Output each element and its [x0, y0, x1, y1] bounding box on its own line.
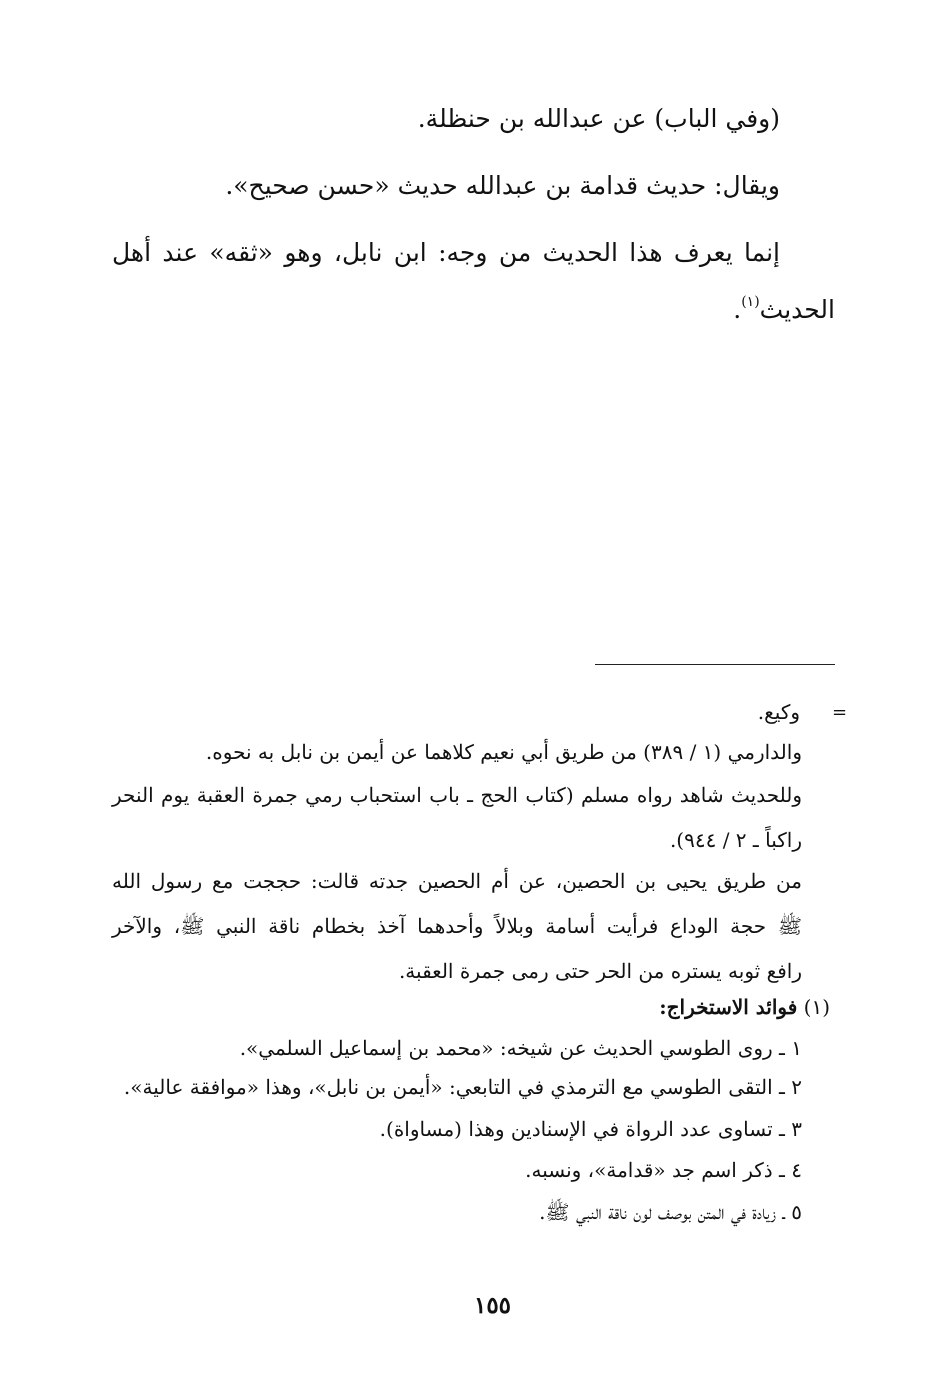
- footnote-separator: [595, 664, 835, 665]
- footnote-paragraph-narration-line-2: ﷺ حجة الوداع فرأيت أسامة وبلالاً وأحدهما آخذ بخطام ناقة النبي ﷺ، والآخر: [112, 914, 802, 938]
- footnote-reference: (١): [741, 294, 760, 310]
- footnote-paragraph-narration-line-1: من طريق يحيى بن الحصين، عن أم الحصين جدته قالت: حججت مع رسول الله: [112, 869, 802, 893]
- footnote-paragraph-shahid: [112, 783, 802, 873]
- benefit-item-3: ٣ ـ تساوى عدد الرواة في الإسنادين وهذا (مساواة).: [379, 1117, 802, 1141]
- page-number: ١٥٥: [473, 1292, 512, 1319]
- benefit-item-5: ٥ ـ زيادة في المتن بوصف لون ناقة النبي ﷺ.: [539, 1200, 802, 1224]
- main-text-paragraph: [112, 238, 835, 350]
- footnote-1-marker: (١): [803, 995, 830, 1019]
- continuation-mark: =: [832, 702, 848, 723]
- main-text-paragraph-line-2: [112, 294, 835, 350]
- footnote-paragraph-narration: [112, 869, 802, 1004]
- footnote-paragraph-narration-line-3: رافع ثوبه يستره من الحر حتى رمى جمرة العقبة.: [398, 959, 802, 983]
- benefit-item-2: ٢ ـ التقى الطوسي مع الترمذي في التابعي: «أيمن بن نابل»، وهذا «موافقة عالية».: [123, 1075, 802, 1099]
- footnote-line-2: والدارمي (١ / ٣٨٩) من طريق أبي نعيم كلاهما عن أيمن بن نابل به نحوه.: [205, 740, 802, 764]
- footnote-paragraph-shahid-line-1: وللحديث شاهد رواه مسلم (كتاب الحج ـ باب استحباب رمي جمرة العقبة يوم النحر: [112, 783, 802, 807]
- footnote-line-1: وكيع.: [757, 700, 800, 724]
- main-text-paragraph-line-1: إنما يعرف هذا الحديث من وجه: ابن نابل، وهو «ثقه» عند أهل: [112, 238, 780, 267]
- main-text-line-2: ويقال: حديث قدامة بن عبدالله حديث «حسن صحيح».: [225, 171, 780, 200]
- benefit-item-1: ١ ـ روى الطوسي الحديث عن شيخه: «محمد بن إسماعيل السلمي».: [239, 1036, 802, 1060]
- benefit-item-4: ٤ ـ ذكر اسم جد «قدامة»، ونسبه.: [525, 1158, 802, 1182]
- main-text-line-1: (وفي الباب) عن عبدالله بن حنظلة.: [417, 104, 780, 133]
- main-text-period: .: [733, 295, 742, 324]
- footnote-1-title: فوائد الاستخراج:: [659, 995, 798, 1019]
- footnote-1-heading: [659, 995, 830, 1019]
- main-text-hadith-word: الحديث: [759, 295, 835, 324]
- footnote-paragraph-shahid-line-2: راكباً ـ ٢ / ٩٤٤).: [669, 828, 802, 852]
